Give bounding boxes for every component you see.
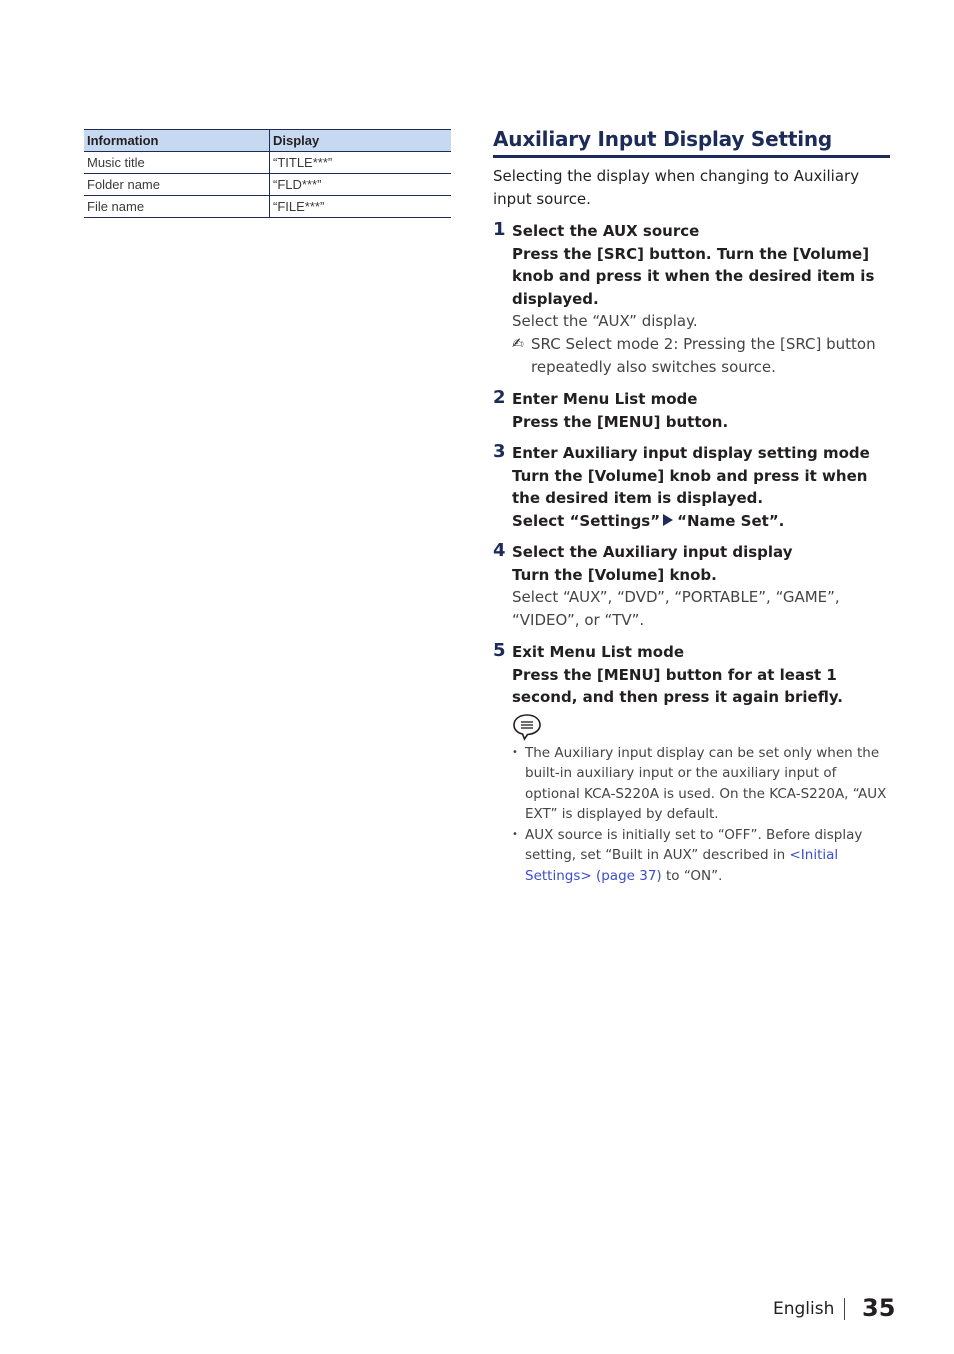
table-cell: “FLD***” bbox=[270, 174, 452, 196]
step-instruction: Press the [MENU] button. bbox=[512, 412, 729, 431]
table-row bbox=[84, 174, 451, 196]
table-row bbox=[84, 196, 451, 218]
selection-to: “Name Set”. bbox=[677, 511, 785, 530]
step-result: Select “AUX”, “DVD”, “PORTABLE”, “GAME”, “VIDEO”, or “TV”. bbox=[512, 588, 840, 629]
step-number: 3 bbox=[493, 441, 506, 462]
note-text-end: to “ON”. bbox=[661, 867, 723, 884]
notes-list bbox=[512, 743, 890, 887]
step-result: Select the “AUX” display. bbox=[512, 312, 698, 330]
step-4 bbox=[493, 541, 890, 632]
step-5 bbox=[493, 641, 890, 886]
note-text: AUX source is initially set to “OFF”. Before display setting, set “Built in AUX” described in bbox=[525, 826, 863, 863]
section-intro: Selecting the display when changing to Auxiliary input source. bbox=[493, 167, 860, 208]
arrow-right-icon bbox=[663, 514, 673, 526]
step-number: 5 bbox=[493, 640, 506, 661]
step-number: 4 bbox=[493, 540, 506, 561]
step-title: Enter Auxiliary input display setting mode bbox=[512, 444, 870, 462]
step-instruction: Turn the [Volume] knob. bbox=[512, 565, 717, 584]
step-note bbox=[512, 333, 890, 379]
table-cell: File name bbox=[84, 196, 270, 218]
step-instruction: Press the [MENU] button for at least 1 second, and then press it again briefly. bbox=[512, 665, 843, 706]
table-cell: Folder name bbox=[84, 174, 270, 196]
table-cell: Music title bbox=[84, 152, 270, 174]
aux-display-section bbox=[493, 126, 890, 886]
display-info-table bbox=[84, 129, 451, 218]
section-title: Auxiliary Input Display Setting bbox=[493, 126, 890, 158]
list-item bbox=[512, 825, 890, 887]
step-2 bbox=[493, 388, 890, 433]
step-title: Enter Menu List mode bbox=[512, 390, 698, 408]
selection-from: Select “Settings” bbox=[512, 511, 661, 530]
step-1 bbox=[493, 220, 890, 379]
step-title: Select the Auxiliary input display bbox=[512, 543, 793, 561]
table-cell: “TITLE***” bbox=[270, 152, 452, 174]
table-header-row bbox=[84, 130, 451, 152]
step-title: Select the AUX source bbox=[512, 222, 700, 240]
step-note-text: SRC Select mode 2: Pressing the [SRC] button repeatedly also switches source. bbox=[531, 335, 876, 376]
step-number: 1 bbox=[493, 219, 506, 240]
table-header-cell: Display bbox=[270, 130, 452, 152]
footer-language: English bbox=[773, 1299, 835, 1319]
table-cell: “FILE***” bbox=[270, 196, 452, 218]
step-instruction: Turn the [Volume] knob and press it when the desired item is displayed. bbox=[512, 466, 868, 507]
step-instruction: Press the [SRC] button. Turn the [Volume] knob and press it when the desired item is displayed. bbox=[512, 244, 875, 308]
table-row bbox=[84, 152, 451, 174]
initial-settings-link[interactable]: <Initial Settings> (page 37) bbox=[525, 847, 839, 884]
list-item bbox=[512, 743, 890, 825]
step-selection bbox=[512, 510, 890, 533]
note-text: The Auxiliary input display can be set only when the built-in auxiliary input or the auxiliary input of optional KCA-S220A is used. On the KCA-S220A, “AUX EXT” is displayed by default. bbox=[525, 744, 887, 822]
step-number: 2 bbox=[493, 387, 506, 408]
note-pen-icon: ✍ bbox=[512, 336, 524, 352]
memo-speech-icon bbox=[512, 713, 542, 741]
step-3 bbox=[493, 442, 890, 532]
table-header-cell: Information bbox=[84, 130, 270, 152]
page-number: 35 bbox=[862, 1294, 896, 1322]
footer-divider bbox=[844, 1298, 845, 1320]
step-title: Exit Menu List mode bbox=[512, 643, 685, 661]
